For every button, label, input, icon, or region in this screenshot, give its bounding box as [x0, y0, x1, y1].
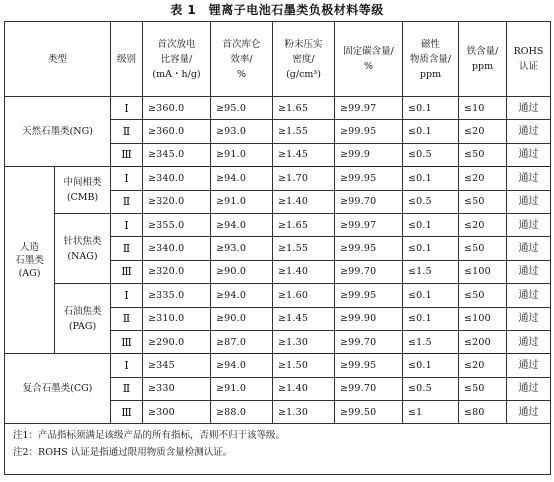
efficiency-cell: ≥94.0 [211, 284, 273, 307]
header-capacity [143, 22, 211, 97]
carbon-cell: ≥99.70 [335, 190, 403, 213]
capacity-cell: ≥335.0 [143, 284, 211, 307]
density-cell: ≥1.70 [273, 167, 335, 190]
efficiency-cell: ≥93.0 [211, 120, 273, 143]
capacity-cell: ≥360.0 [143, 120, 211, 143]
table-title: 表 1 锂离子电池石墨类负极材料等级 [170, 3, 384, 17]
efficiency-cell: ≥87.0 [211, 330, 273, 353]
header-type: 类型 [5, 22, 111, 97]
grade-cell: Ⅰ [111, 167, 143, 190]
efficiency-cell: ≥95.0 [211, 97, 273, 120]
note-1: 注1：产品指标须满足该级产品的所有指标，否则不归于该等级。 [13, 430, 286, 442]
rohs-cell: 通过 [507, 143, 551, 166]
iron-cell: ≤100 [459, 307, 507, 330]
header-magnetic [403, 22, 459, 97]
grade-table [4, 21, 551, 475]
grade-cell: Ⅲ [111, 401, 143, 424]
header-efficiency-line: 首次库仑 [222, 38, 261, 50]
subgroup-pag-label [55, 284, 111, 354]
rohs-cell: 通过 [507, 213, 551, 236]
subgroup-cmb-label-line: 中间相类 [63, 177, 102, 189]
table-row [5, 213, 551, 236]
subgroup-nag-label [55, 213, 111, 283]
header-iron-line: ppm [471, 61, 494, 72]
rohs-cell: 通过 [507, 167, 551, 190]
capacity-cell: ≥345 [143, 354, 211, 377]
carbon-cell: ≥99.95 [335, 284, 403, 307]
grade-cell: Ⅱ [111, 237, 143, 260]
carbon-cell: ≥99.70 [335, 377, 403, 400]
rohs-cell: 通过 [507, 97, 551, 120]
header-density-line: 密度/ [292, 53, 315, 65]
subgroup-pag-label-line: (PAG) [68, 320, 97, 332]
magnetic-cell: ≤0.1 [403, 97, 459, 120]
iron-cell: ≤20 [459, 354, 507, 377]
magnetic-cell: ≤0.5 [403, 377, 459, 400]
carbon-cell: ≥99.9 [335, 143, 403, 166]
magnetic-cell: ≤1.5 [403, 330, 459, 353]
capacity-cell: ≥330 [143, 377, 211, 400]
header-row [5, 22, 551, 97]
efficiency-cell: ≥93.0 [211, 237, 273, 260]
magnetic-cell: ≤1.5 [403, 260, 459, 283]
header-grade: 级别 [111, 22, 143, 97]
magnetic-cell: ≤1 [403, 401, 459, 424]
carbon-cell: ≥99.70 [335, 260, 403, 283]
magnetic-cell: ≤0.1 [403, 307, 459, 330]
efficiency-cell: ≥94.0 [211, 354, 273, 377]
grade-cell: Ⅱ [111, 190, 143, 213]
magnetic-cell: ≤0.5 [403, 190, 459, 213]
grade-cell: Ⅰ [111, 284, 143, 307]
header-capacity-line: 比容量/ [160, 53, 193, 65]
density-cell: ≥1.30 [273, 330, 335, 353]
density-cell: ≥1.30 [273, 401, 335, 424]
efficiency-cell: ≥90.0 [211, 260, 273, 283]
iron-cell: ≤50 [459, 190, 507, 213]
magnetic-cell: ≤0.1 [403, 354, 459, 377]
efficiency-cell: ≥90.0 [211, 307, 273, 330]
header-efficiency-line: % [237, 68, 247, 80]
header-efficiency-line: 效率/ [230, 53, 253, 65]
magnetic-cell: ≤0.1 [403, 167, 459, 190]
iron-cell: ≤10 [459, 97, 507, 120]
table-row [5, 354, 551, 377]
header-carbon-line: % [364, 61, 374, 72]
rohs-cell: 通过 [507, 237, 551, 260]
subgroup-pag-label-line: 石油焦类 [63, 305, 102, 317]
carbon-cell: ≥99.97 [335, 97, 403, 120]
density-cell: ≥1.55 [273, 237, 335, 260]
subgroup-nag-label-line: 针状焦类 [63, 235, 102, 247]
density-cell: ≥1.65 [273, 213, 335, 236]
table-row [5, 167, 551, 190]
rohs-cell: 通过 [507, 190, 551, 213]
capacity-cell: ≥340.0 [143, 237, 211, 260]
iron-cell: ≤100 [459, 260, 507, 283]
density-cell: ≥1.40 [273, 377, 335, 400]
header-iron [459, 22, 507, 97]
magnetic-cell: ≤0.1 [403, 213, 459, 236]
density-cell: ≥1.55 [273, 120, 335, 143]
note-2: 注2：ROHS 认证是指通过限用物质含量检测认证。 [13, 447, 233, 459]
magnetic-cell: ≤0.1 [403, 120, 459, 143]
efficiency-cell: ≥88.0 [211, 401, 273, 424]
rohs-cell: 通过 [507, 354, 551, 377]
magnetic-cell: ≤0.1 [403, 284, 459, 307]
iron-cell: ≤200 [459, 330, 507, 353]
grade-cell: Ⅲ [111, 330, 143, 353]
efficiency-cell: ≥91.0 [211, 143, 273, 166]
carbon-cell: ≥99.50 [335, 401, 403, 424]
capacity-cell: ≥300 [143, 401, 211, 424]
header-density-line: (g/cm³) [286, 68, 321, 80]
header-capacity-line: (mA・h/g) [152, 68, 201, 80]
header-iron-line: 铁含量/ [466, 46, 499, 57]
header-magnetic-line: ppm [419, 68, 442, 80]
group-ag-label-line: (AG) [18, 267, 41, 279]
rohs-cell: 通过 [507, 120, 551, 143]
rohs-cell: 通过 [507, 284, 551, 307]
capacity-cell: ≥320.0 [143, 260, 211, 283]
iron-cell: ≤20 [459, 213, 507, 236]
density-cell: ≥1.65 [273, 97, 335, 120]
header-carbon [335, 22, 403, 97]
carbon-cell: ≥99.95 [335, 120, 403, 143]
subgroup-cmb-label-line: (CMB) [66, 192, 99, 204]
group-ag-label-line: 人造 [19, 241, 39, 253]
capacity-cell: ≥310.0 [143, 307, 211, 330]
iron-cell: ≤20 [459, 167, 507, 190]
rohs-cell: 通过 [507, 307, 551, 330]
header-magnetic-line: 磁性 [421, 38, 441, 50]
subgroup-cmb-label [55, 167, 111, 214]
rohs-cell: 通过 [507, 401, 551, 424]
efficiency-cell: ≥94.0 [211, 213, 273, 236]
header-density [273, 22, 335, 97]
efficiency-cell: ≥94.0 [211, 167, 273, 190]
capacity-cell: ≥355.0 [143, 213, 211, 236]
iron-cell: ≤50 [459, 377, 507, 400]
efficiency-cell: ≥91.0 [211, 190, 273, 213]
grade-cell: Ⅲ [111, 260, 143, 283]
header-rohs [507, 22, 551, 97]
header-capacity-line: 首次放电 [157, 38, 196, 50]
density-cell: ≥1.50 [273, 354, 335, 377]
group-ag-label-line: 石墨类 [15, 254, 44, 266]
carbon-cell: ≥99.70 [335, 330, 403, 353]
rohs-cell: 通过 [507, 260, 551, 283]
density-cell: ≥1.40 [273, 260, 335, 283]
carbon-cell: ≥99.97 [335, 213, 403, 236]
iron-cell: ≤80 [459, 401, 507, 424]
grade-cell: Ⅱ [111, 120, 143, 143]
group-cg-label: 复合石墨类(CG) [5, 354, 111, 424]
capacity-cell: ≥320.0 [143, 190, 211, 213]
carbon-cell: ≥99.95 [335, 167, 403, 190]
capacity-cell: ≥340.0 [143, 167, 211, 190]
rohs-cell: 通过 [507, 330, 551, 353]
header-density-line: 粉末压实 [284, 38, 323, 50]
grade-cell: Ⅰ [111, 213, 143, 236]
header-rohs-line: ROHS [513, 46, 544, 57]
magnetic-cell: ≤0.1 [403, 237, 459, 260]
group-ag-label [5, 167, 55, 354]
table-row [5, 284, 551, 307]
subgroup-nag-label-line: (NAG) [67, 250, 98, 262]
capacity-cell: ≥360.0 [143, 97, 211, 120]
density-cell: ≥1.45 [273, 143, 335, 166]
density-cell: ≥1.40 [273, 190, 335, 213]
iron-cell: ≤20 [459, 120, 507, 143]
header-carbon-line: 固定碳含量/ [343, 46, 394, 57]
notes-row [5, 424, 551, 475]
capacity-cell: ≥345.0 [143, 143, 211, 166]
grade-cell: Ⅱ [111, 307, 143, 330]
header-rohs-line: 认证 [519, 61, 539, 72]
magnetic-cell: ≤0.5 [403, 143, 459, 166]
iron-cell: ≤50 [459, 143, 507, 166]
capacity-cell: ≥290.0 [143, 330, 211, 353]
carbon-cell: ≥99.90 [335, 307, 403, 330]
density-cell: ≥1.45 [273, 307, 335, 330]
notes-cell [5, 424, 551, 475]
iron-cell: ≤50 [459, 284, 507, 307]
grade-cell: Ⅱ [111, 377, 143, 400]
table-row [5, 97, 551, 120]
header-efficiency [211, 22, 273, 97]
carbon-cell: ≥99.95 [335, 354, 403, 377]
grade-cell: Ⅲ [111, 143, 143, 166]
carbon-cell: ≥99.95 [335, 237, 403, 260]
density-cell: ≥1.60 [273, 284, 335, 307]
rohs-cell: 通过 [507, 377, 551, 400]
efficiency-cell: ≥91.0 [211, 377, 273, 400]
group-ng-label: 天然石墨类(NG) [5, 97, 111, 167]
grade-cell: Ⅰ [111, 354, 143, 377]
iron-cell: ≤50 [459, 237, 507, 260]
header-magnetic-line: 物质含量/ [409, 53, 452, 65]
grade-cell: Ⅰ [111, 97, 143, 120]
